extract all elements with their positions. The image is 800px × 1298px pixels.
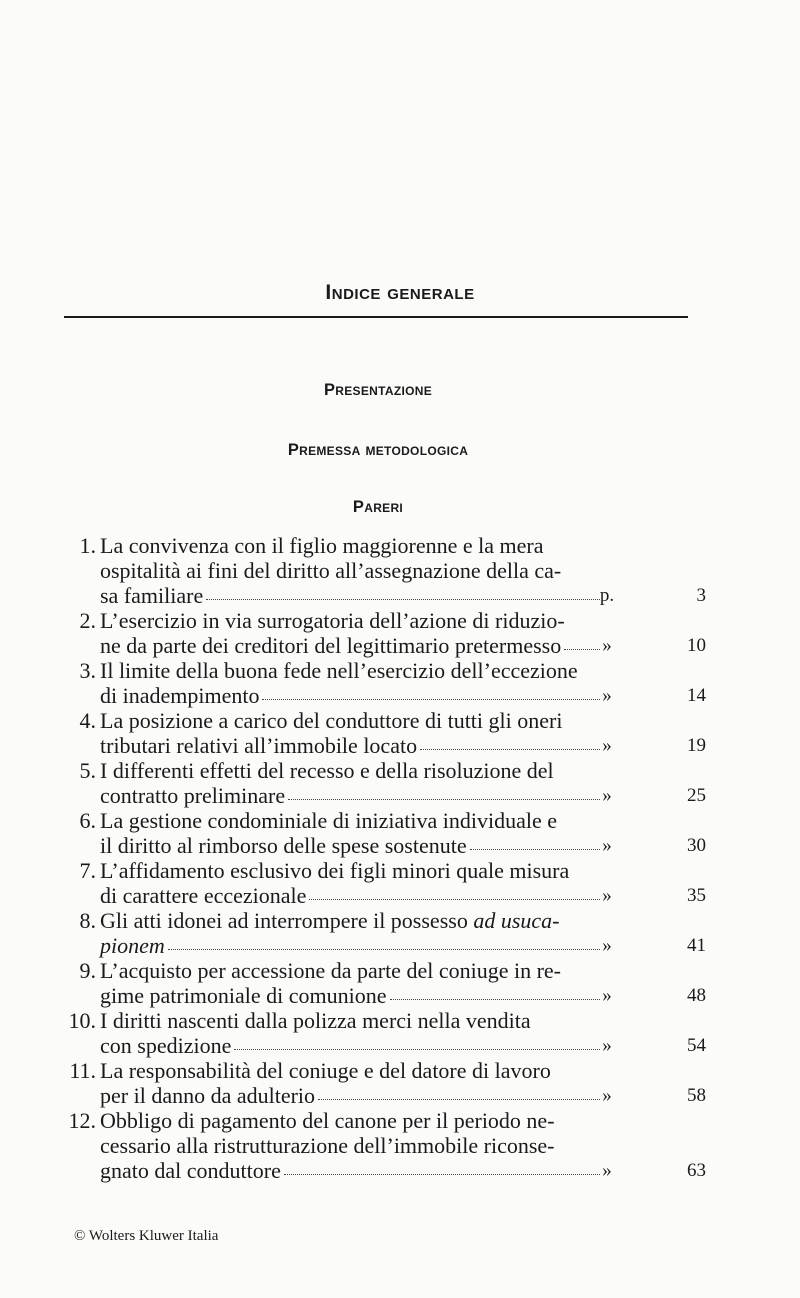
toc-entry-line-text: cessario alla ristrutturazione dell’immobile riconse- [100, 1133, 555, 1158]
toc-entry-line-text: La posizione a carico del conduttore di tutti gli oneri [100, 708, 563, 733]
toc-entry-line [100, 558, 600, 583]
toc-entry[interactable] [58, 758, 718, 808]
dot-leader [206, 593, 600, 600]
toc-entry-number: 7. [79, 858, 96, 883]
toc-entry-line-text: Il limite della buona fede nell’esercizio dell’eccezione [100, 658, 578, 683]
toc-entry-line-text: ospitalità ai fini del diritto all’assegnazione della ca- [100, 558, 562, 583]
page-marker: » [602, 835, 612, 856]
toc-entry-line-text: Gli atti idonei ad interrompere il possesso ad usuca- [100, 908, 560, 933]
toc-entry-title [100, 1108, 600, 1183]
toc-entry-line-text: L’acquisto per accessione da parte del coniuge in re- [100, 958, 561, 983]
toc-entry-number: 4. [79, 708, 96, 733]
dot-leader [234, 1043, 600, 1050]
dot-leader [470, 843, 600, 850]
toc-entry-line-text: contratto preliminare [100, 783, 286, 808]
page-number: 19 [687, 735, 706, 756]
toc-entry-line-text: sa familiare [100, 583, 204, 608]
toc-entry-line-text: I diritti nascenti dalla polizza merci nella vendita [100, 1008, 531, 1033]
toc-entry-title [100, 958, 600, 1008]
toc-entry-line [100, 608, 600, 633]
page-marker: » [602, 985, 612, 1006]
toc-entry-line [100, 708, 600, 733]
toc-entry-line [100, 983, 600, 1008]
toc-entry-line [100, 533, 600, 558]
toc-entry-number: 6. [79, 808, 96, 833]
toc-entry-line [100, 1158, 600, 1183]
toc-entry-number: 10. [68, 1008, 96, 1033]
toc-entry-number: 3. [79, 658, 96, 683]
dot-leader [284, 1168, 600, 1175]
toc-entry[interactable] [58, 708, 718, 758]
copyright-footer: © Wolters Kluwer Italia [74, 1228, 219, 1244]
toc-entry-line-text: La gestione condominiale di iniziativa individuale e [100, 808, 557, 833]
dot-leader [309, 893, 600, 900]
toc-entry-line-text: ne da parte dei creditori del legittimario pretermesso [100, 633, 562, 658]
page-number: 54 [687, 1035, 706, 1056]
page-number: 48 [687, 985, 706, 1006]
page-title: Indice generale [325, 281, 475, 304]
toc-entry-title [100, 608, 600, 658]
toc-entry-line [100, 1133, 600, 1158]
toc-entry-line-text: per il danno da adulterio [100, 1083, 316, 1108]
page-marker: » [602, 935, 612, 956]
toc-entry-number: 5. [79, 758, 96, 783]
toc-entry-line-text: pionem [100, 933, 165, 958]
dot-leader [262, 693, 600, 700]
toc-entry-number: 11. [69, 1058, 96, 1083]
toc-entry-number: 12. [68, 1108, 96, 1133]
toc-entry-title [100, 908, 600, 958]
toc-entry-line [100, 858, 600, 883]
toc-entry-line [100, 958, 600, 983]
toc-entry-title [100, 708, 600, 758]
section-heading-presentazione: Presentazione [323, 381, 433, 399]
toc-entry-line [100, 933, 600, 958]
page-number: 35 [687, 885, 706, 906]
toc-entry-title [100, 1058, 600, 1108]
title-divider [64, 316, 688, 318]
toc-entry-line [100, 683, 600, 708]
toc-entry-line [100, 1008, 600, 1033]
toc-entry-number: 8. [79, 908, 96, 933]
toc-entry[interactable] [58, 1008, 718, 1058]
page-marker: p. [599, 585, 615, 606]
page-number: 10 [687, 635, 706, 656]
toc-entry-number: 1. [79, 533, 96, 558]
toc-entry[interactable] [58, 1058, 718, 1108]
page-marker: » [602, 1160, 612, 1181]
toc-entry-line-text: il diritto al rimborso delle spese sostenute [100, 833, 467, 858]
toc-entry-line-text: con spedizione [100, 1033, 232, 1058]
toc-entry-line [100, 883, 600, 908]
toc-entry-line [100, 833, 600, 858]
section-heading-premessa: Premessa metodologica [287, 441, 469, 459]
toc-entry-line-text: La responsabilità del coniuge e del datore di lavoro [100, 1058, 551, 1083]
toc-entry-line-text: I differenti effetti del recesso e della risoluzione del [100, 758, 554, 783]
toc-entry-line [100, 658, 600, 683]
toc-entry-line [100, 908, 600, 933]
toc-entry-line-text: di carattere eccezionale [100, 883, 307, 908]
page-marker: » [602, 785, 612, 806]
page-marker: » [602, 885, 612, 906]
page-marker: » [602, 1035, 612, 1056]
toc-entry-title [100, 533, 600, 608]
page-number: 41 [687, 935, 706, 956]
toc-entry-line-text: tributari relativi all’immobile locato [100, 733, 418, 758]
toc-entry-title [100, 1008, 600, 1058]
page-marker: » [602, 685, 612, 706]
page-marker: » [602, 1085, 612, 1106]
page-number: 25 [687, 785, 706, 806]
toc-entry-line [100, 583, 600, 608]
page-number: 14 [687, 685, 706, 706]
toc-entry-title [100, 858, 600, 908]
dot-leader [420, 743, 600, 750]
toc-entry[interactable] [58, 908, 718, 958]
toc-entry[interactable] [58, 1108, 718, 1183]
toc-entry-title [100, 758, 600, 808]
page-number: 3 [696, 585, 706, 606]
toc-entry-line [100, 1083, 600, 1108]
toc-entry-line [100, 783, 600, 808]
toc-entry-number: 2. [79, 608, 96, 633]
dot-leader [318, 1093, 600, 1100]
toc-entry-line [100, 808, 600, 833]
toc-entry[interactable] [58, 958, 718, 1008]
section-heading-pareri: Pareri [352, 498, 404, 516]
toc-entry-title [100, 658, 600, 708]
toc-entry-line-text: gnato dal conduttore [100, 1158, 281, 1183]
toc-entry-line [100, 633, 600, 658]
page-marker: » [602, 735, 612, 756]
page-number: 30 [687, 835, 706, 856]
toc-entry-line-text: L’affidamento esclusivo dei figli minori quale misura [100, 858, 570, 883]
toc-entry-line [100, 758, 600, 783]
toc-entry-line-text: gime patrimoniale di comunione [100, 983, 387, 1008]
toc-entry[interactable] [58, 658, 718, 708]
toc-entry[interactable] [58, 533, 718, 608]
toc-entry-line-text: Obbligo di pagamento del canone per il periodo ne- [100, 1108, 555, 1133]
page-marker: » [602, 635, 612, 656]
toc-entry-line [100, 1058, 600, 1083]
toc-entry[interactable] [58, 858, 718, 908]
dot-leader [390, 993, 600, 1000]
toc-entry-line [100, 1033, 600, 1058]
toc-entry-line-text: La convivenza con il figlio maggiorenne e la mera [100, 533, 544, 558]
toc-entry-number: 9. [79, 958, 96, 983]
table-of-contents [58, 533, 718, 1183]
toc-entry[interactable] [58, 608, 718, 658]
toc-entry-line-text: di inadempimento [100, 683, 260, 708]
toc-entry[interactable] [58, 808, 718, 858]
page-number: 58 [687, 1085, 706, 1106]
toc-entry-title [100, 808, 600, 858]
toc-entry-line [100, 1108, 600, 1133]
page-number: 63 [687, 1160, 706, 1181]
dot-leader [288, 793, 600, 800]
toc-entry-line [100, 733, 600, 758]
toc-entry-line-text: L’esercizio in via surrogatoria dell’azione di riduzio- [100, 608, 565, 633]
dot-leader [168, 943, 600, 950]
